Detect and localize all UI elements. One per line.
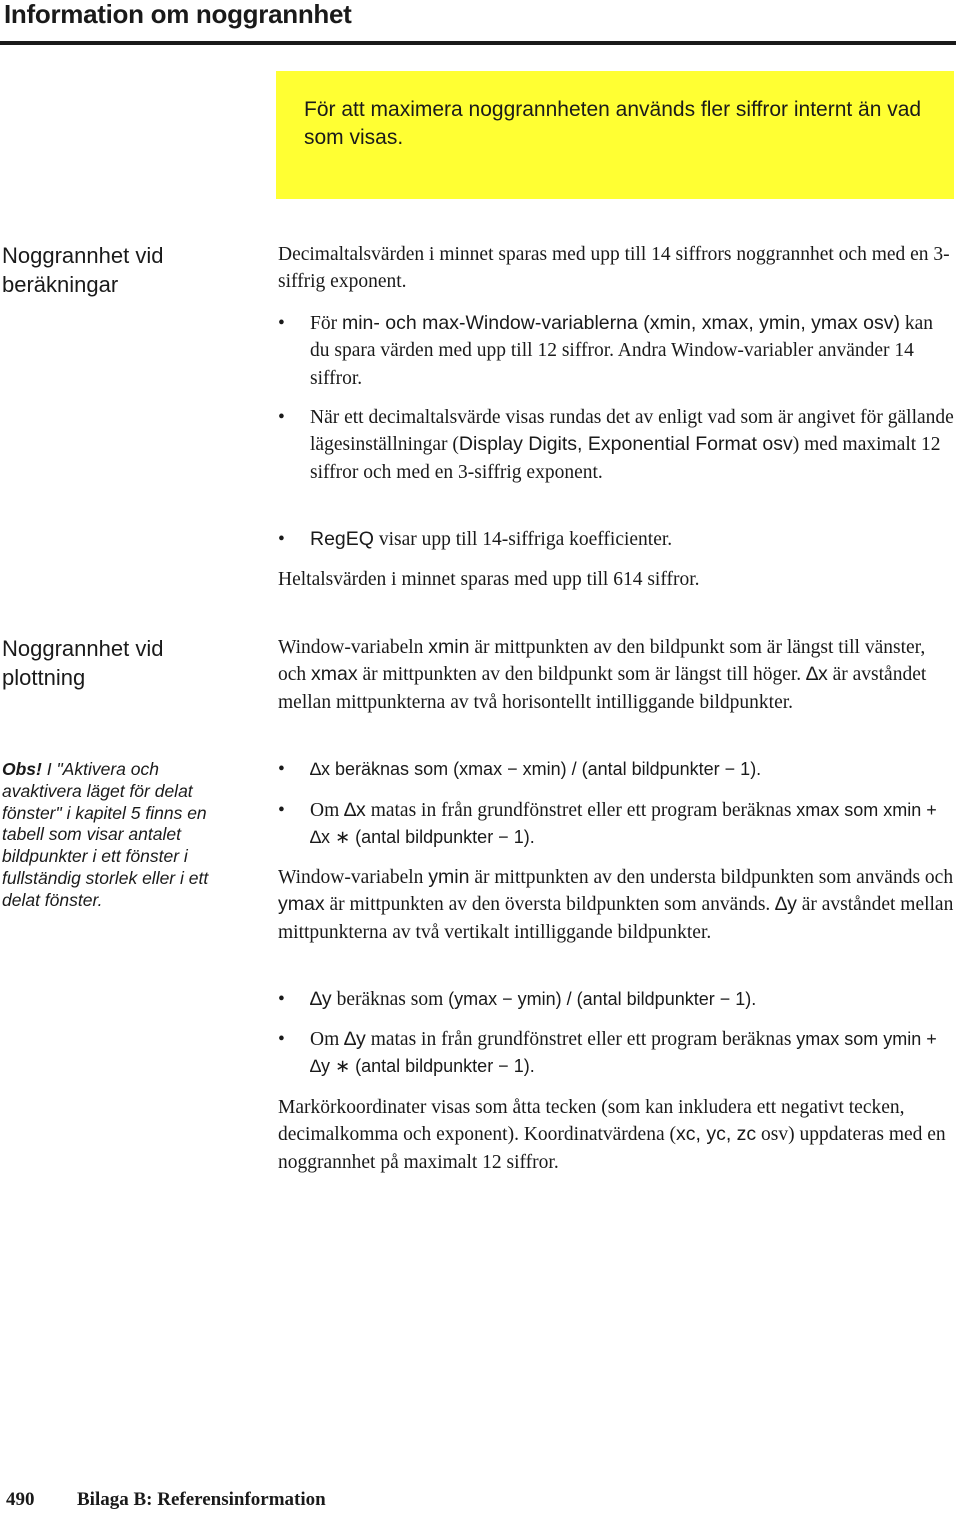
bullet-marker: • xyxy=(278,407,285,428)
paragraph-cursor xyxy=(278,1094,954,1176)
text-run: är mittpunkten av den bildpunkt som är längst till höger. xyxy=(357,664,807,686)
footer-text: Bilaga B: Referensinformation xyxy=(77,1489,326,1510)
bullet-item xyxy=(278,526,954,554)
bullet-marker: • xyxy=(278,1029,285,1050)
text-run: Markörkoordinater visas som åtta tecken (som kan inkludera ett negativt tecken, decimalkomma och exponent). Koordinatvärdena ( xyxy=(278,1097,905,1146)
paragraph-xmin xyxy=(278,634,954,716)
bullet-text xyxy=(310,526,954,553)
text-run: är avståndet mellan mittpunkterna av två horisontellt intilliggande bildpunkter. xyxy=(278,664,927,713)
text-run: Window-variabeln xyxy=(278,637,429,658)
bullet-marker: • xyxy=(278,800,285,821)
text-run: Om xyxy=(310,800,345,821)
text-run: matas in från grundfönstret eller ett program beräknas xyxy=(365,800,797,821)
text-run-sans: ymin xyxy=(428,866,470,888)
highlight-note xyxy=(276,71,954,199)
text-run-sans: ∆y xyxy=(344,1028,366,1050)
text-run-sans: ymax som ymin + ∆y ∗ (antal bildpunkter − 1). xyxy=(310,1029,937,1077)
section-heading-line: Noggrannhet vid xyxy=(2,243,164,268)
text-run: visar upp till 14-siffriga koefficienter. xyxy=(373,529,673,550)
title-divider xyxy=(0,41,956,45)
obs-label: Obs! xyxy=(2,759,42,779)
bullet-marker: • xyxy=(278,529,285,550)
text-run: osv) uppdateras med en noggrannhet på maximalt 12 siffror. xyxy=(278,1124,946,1173)
bullet-item xyxy=(278,797,954,853)
bullet-item xyxy=(278,404,954,514)
text-run: När ett decimaltalsvärde visas rundas det av enligt vad som är angivet för gällande lägesinställningar ( xyxy=(310,407,954,456)
text-run-sans: xmin xyxy=(428,636,470,658)
page-title: Information om noggrannhet xyxy=(4,0,352,29)
text-run: Om xyxy=(310,1029,345,1050)
section-heading-line: beräkningar xyxy=(2,272,119,297)
bullet-marker: • xyxy=(278,989,285,1010)
text-run-sans: Display Digits, Exponential Format osv xyxy=(458,433,793,456)
obs-text: I "Aktivera och avaktivera läget för delat fönster" i kapitel 5 finns en tabell som visar antalet bildpunkter i ett fönster i fullständig storlek eller i ett delat fönster. xyxy=(2,759,209,910)
obs-note xyxy=(2,759,238,912)
text-run: är mittpunkten av den översta bildpunkten som används. xyxy=(324,894,776,916)
section-heading-line: plottning xyxy=(2,665,86,690)
text-run-sans: RegEQ xyxy=(310,528,374,550)
section-heading-line: Noggrannhet vid xyxy=(2,636,164,661)
text-run: För xyxy=(310,313,342,334)
bullet-text: ∆x beräknas som (xmax − xmin) / (antal bildpunkter − 1). xyxy=(310,759,762,779)
text-run: beräknas som xyxy=(331,989,449,1010)
bullet-marker: • xyxy=(278,759,285,780)
bullet-text xyxy=(310,797,954,852)
text-run-sans: ∆y xyxy=(310,988,332,1010)
text-run: matas in från grundfönstret eller ett program beräknas xyxy=(365,1029,797,1050)
paragraph-intro: Decimaltalsvärden i minnet sparas med upp till 14 siffrors noggrannhet och med en 3-siffrig exponent. xyxy=(278,244,950,293)
bullet-item xyxy=(278,1026,954,1082)
bullet-item xyxy=(278,986,954,1014)
bullet-item xyxy=(278,756,954,784)
text-run-sans: ymax xyxy=(278,893,325,916)
text-run: kan du spara värden med upp till 12 siffror. Andra Window-variabler använder 14 siffror. xyxy=(310,313,934,389)
bullet-text xyxy=(310,1026,954,1081)
text-run-sans: ∆x xyxy=(806,663,828,686)
text-run: ) med maximalt 12 siffror och med en 3-siffrig exponent. xyxy=(310,434,941,483)
bullet-text xyxy=(310,986,954,1013)
text-run-sans: xmax xyxy=(311,663,358,686)
bullet-text xyxy=(310,310,954,392)
text-run: är avståndet mellan mittpunkterna av två vertikalt intilliggande bildpunkter. xyxy=(278,894,954,943)
text-run-sans: xc, yc, zc xyxy=(675,1123,757,1146)
paragraph-ymin xyxy=(278,864,954,946)
text-run: är mittpunkten av den bildpunkt som är längst till vänster, och xyxy=(278,637,926,686)
text-run: är mittpunkten av den understa bildpunkten som används och xyxy=(469,867,954,888)
bullet-marker: • xyxy=(278,313,285,334)
text-run-sans: (ymax − ymin) / (antal bildpunkter − 1). xyxy=(448,989,757,1009)
note-text: För att maximera noggrannheten används fler siffror internt än vad som visas. xyxy=(304,98,922,149)
bullet-text xyxy=(310,404,954,486)
text-run: Window-variabeln xyxy=(278,867,429,888)
paragraph-outro: Heltalsvärden i minnet sparas med upp till 614 siffror. xyxy=(278,569,700,590)
page-number: 490 xyxy=(6,1489,35,1510)
section-heading-plotting xyxy=(2,634,232,692)
text-run-sans: ∆x xyxy=(344,799,366,821)
text-run-sans: min- och max-Window-variablerna (xmin, xmax, ymin, ymax osv) xyxy=(341,312,901,334)
bullet-item xyxy=(278,310,954,392)
text-run-sans: xmax som xmin + ∆x ∗ (antal bildpunkter − 1). xyxy=(310,800,937,848)
section-heading-calculation xyxy=(2,241,232,299)
text-run-sans: ∆y xyxy=(775,893,797,916)
